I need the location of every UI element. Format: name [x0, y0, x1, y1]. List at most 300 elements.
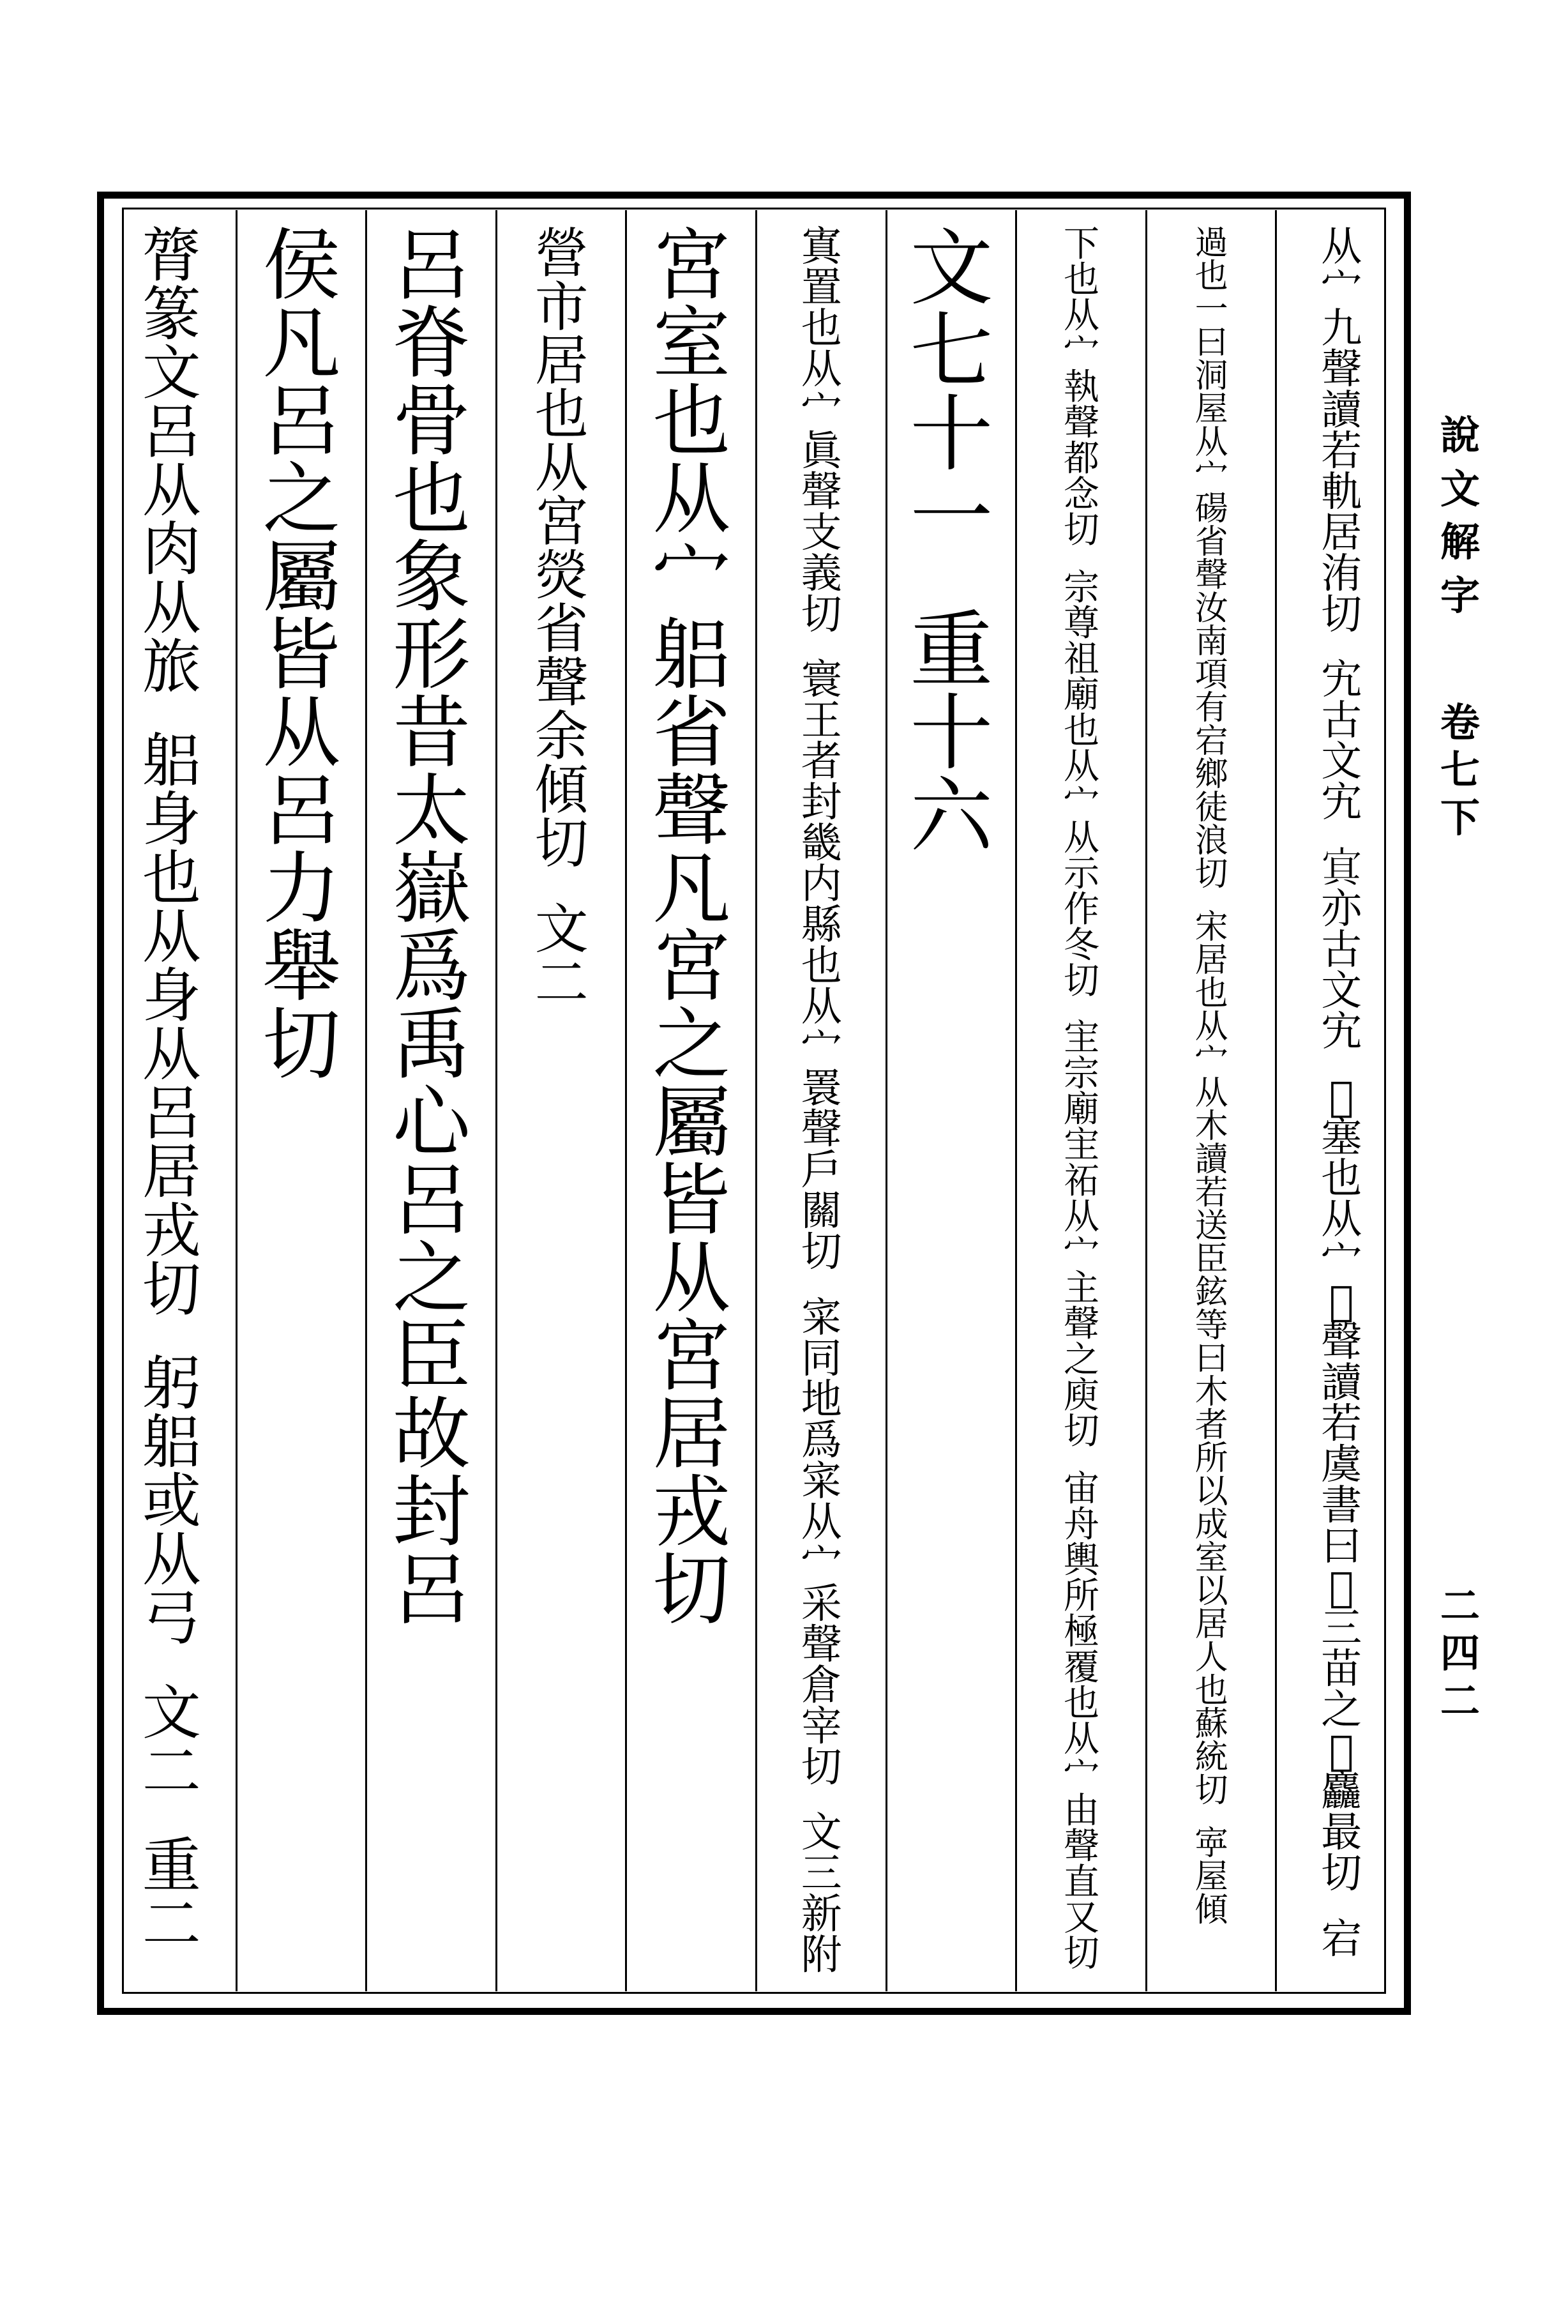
glyph: 示	[1063, 853, 1099, 895]
glyph: 聲	[1321, 1319, 1362, 1367]
text-column-6	[626, 220, 757, 1982]
glyph: 宄	[1321, 779, 1362, 827]
glyph: 書	[1321, 1482, 1362, 1530]
glyph: 膂	[142, 222, 201, 290]
text-column-4	[887, 220, 1017, 1982]
glyph: 支	[801, 510, 842, 557]
glyph: 呂	[392, 1545, 471, 1636]
glyph: 从	[1195, 1074, 1228, 1113]
glyph: 居	[534, 330, 589, 392]
glyph: 省	[1195, 523, 1228, 561]
glyph: 从	[801, 346, 842, 393]
glyph: 宀	[1195, 457, 1228, 495]
glyph: 同	[801, 1335, 842, 1383]
glyph: 聲	[801, 1621, 842, 1669]
glyph: 聲	[534, 651, 589, 714]
glyph: 呂	[142, 398, 201, 466]
glyph: 文	[801, 1809, 842, 1857]
glyph: 切	[652, 1545, 731, 1636]
column-text	[392, 220, 471, 1636]
glyph: 洞	[1195, 357, 1228, 395]
glyph: 之	[262, 454, 341, 545]
glyph: 也	[652, 376, 731, 467]
glyph: 廟	[1063, 674, 1099, 716]
glyph: 舉	[262, 922, 341, 1012]
column-text	[652, 220, 731, 1636]
glyph: 三	[1321, 1605, 1362, 1653]
glyph: 南	[1195, 623, 1228, 661]
glyph: 宔	[1063, 1017, 1099, 1059]
glyph: 戎	[652, 1467, 731, 1558]
glyph: 从	[142, 574, 201, 642]
glyph: 聲	[801, 1106, 842, 1154]
glyph: 篆	[142, 280, 201, 349]
glyph: 字	[1440, 572, 1480, 619]
glyph: 躳	[142, 1408, 201, 1477]
glyph: 嶽	[392, 844, 471, 934]
glyph: 宀	[801, 1539, 842, 1587]
glyph: 項	[1195, 656, 1228, 694]
glyph: 也	[1195, 975, 1228, 1014]
glyph: 最	[1321, 1809, 1362, 1857]
glyph: 洧	[1321, 551, 1362, 598]
glyph: 切	[262, 999, 341, 1090]
glyph: 侯	[262, 220, 341, 311]
glyph: 重	[910, 602, 993, 699]
glyph: 文	[534, 898, 589, 961]
glyph: 所	[1063, 1575, 1099, 1617]
text-column-7	[497, 222, 627, 1982]
glyph: 宀	[1063, 781, 1099, 823]
glyph: 尊	[1063, 602, 1099, 644]
glyph: 新	[801, 1891, 842, 1939]
glyph: 凡	[652, 844, 731, 934]
glyph: 十	[910, 386, 993, 483]
glyph: 骨	[392, 376, 471, 467]
glyph: 執	[1063, 367, 1099, 408]
glyph: 之	[652, 999, 731, 1090]
glyph: 蘇	[1195, 1705, 1228, 1744]
glyph: 人	[1195, 1639, 1228, 1678]
glyph: 二	[142, 1737, 201, 1806]
glyph: 禹	[392, 999, 471, 1090]
glyph: 縣	[801, 902, 842, 950]
glyph: 七	[1440, 747, 1480, 794]
glyph: 呂	[262, 766, 341, 856]
glyph: 寀	[801, 1457, 842, 1505]
glyph: 庾	[1063, 1375, 1099, 1417]
glyph: 切	[1321, 1850, 1362, 1898]
glyph: 从	[1063, 817, 1099, 859]
glyph: 文	[142, 339, 201, 407]
glyph: 亦	[1321, 885, 1362, 933]
glyph: 二	[534, 952, 589, 1015]
glyph: 宗	[1063, 1053, 1099, 1095]
glyph: 所	[1195, 1439, 1228, 1478]
glyph: 从	[1321, 224, 1362, 271]
glyph: 眞	[801, 428, 842, 475]
glyph: 𡨴	[1195, 1825, 1228, 1864]
glyph: 義	[801, 551, 842, 598]
column-text	[262, 220, 341, 1090]
glyph: 宄	[1321, 1008, 1362, 1056]
glyph: 讀	[1321, 387, 1362, 434]
glyph: 脊	[392, 298, 471, 389]
glyph: 祖	[1063, 638, 1099, 680]
glyph: 从	[1063, 1196, 1099, 1238]
glyph: 切	[142, 1256, 201, 1325]
text-column-9	[237, 220, 367, 1982]
glyph: 𡫢	[1329, 1564, 1354, 1612]
glyph: 宀	[1321, 264, 1362, 312]
glyph: 徒	[1195, 789, 1228, 827]
glyph: 切	[1063, 960, 1099, 1002]
glyph: 从	[142, 1526, 201, 1595]
glyph: 聲	[801, 469, 842, 516]
glyph: 四	[1440, 1630, 1480, 1677]
glyph: 宮	[534, 490, 589, 553]
glyph: 麤	[1321, 1768, 1362, 1816]
glyph: 从	[534, 437, 589, 499]
glyph: 爲	[392, 922, 471, 1012]
glyph: 从	[1063, 1718, 1099, 1760]
glyph: 从	[1063, 295, 1099, 337]
page-margin	[1425, 409, 1495, 1725]
glyph: 虞	[1321, 1441, 1362, 1489]
glyph: 肉	[142, 515, 201, 584]
glyph: 浪	[1195, 822, 1228, 860]
glyph: 文	[1321, 738, 1362, 786]
glyph: 古	[1321, 926, 1362, 974]
book-title	[1440, 409, 1480, 623]
glyph: 从	[142, 903, 201, 972]
glyph: 宔	[1063, 1125, 1099, 1167]
glyph: 市	[534, 276, 589, 338]
glyph: 文	[142, 1678, 201, 1747]
glyph: 也	[801, 943, 842, 991]
glyph: 故	[392, 1389, 471, 1480]
glyph: 宀	[1321, 1237, 1362, 1285]
column-text	[801, 224, 842, 1980]
glyph: 居	[142, 1138, 201, 1207]
glyph: 昔	[392, 688, 471, 778]
glyph: 省	[534, 598, 589, 660]
column-text	[534, 222, 589, 1015]
glyph: 冬	[1063, 924, 1099, 966]
glyph: 𡫢	[1329, 1728, 1354, 1775]
column-text	[142, 222, 201, 1959]
glyph: 切	[1195, 1772, 1228, 1811]
column-text	[1063, 224, 1099, 1975]
glyph: 屋	[1195, 390, 1228, 429]
glyph: 形	[392, 610, 471, 701]
glyph: 躳	[652, 610, 731, 701]
glyph: 覆	[1063, 1646, 1099, 1689]
glyph: 宮	[652, 922, 731, 1012]
glyph: 六	[910, 768, 993, 865]
glyph: 舟	[1063, 1503, 1099, 1546]
glyph: 若	[1321, 428, 1362, 475]
glyph: 𡫢	[1329, 1278, 1354, 1326]
text-column-1	[1276, 224, 1406, 1982]
glyph: 過	[1195, 224, 1228, 262]
glyph: 宮	[652, 1311, 731, 1402]
glyph: 也	[1195, 1672, 1228, 1711]
glyph: 曰	[1195, 1340, 1228, 1379]
column-text	[910, 220, 993, 865]
glyph: 之	[1063, 1339, 1099, 1381]
glyph: 切	[801, 1229, 842, 1277]
glyph: 下	[1063, 224, 1099, 265]
column-text	[1321, 224, 1362, 1963]
glyph: 呂	[392, 1155, 471, 1246]
glyph: 宀	[801, 1024, 842, 1072]
glyph: 三	[801, 1850, 842, 1898]
glyph: 之	[392, 1233, 471, 1324]
glyph: 鄉	[1195, 756, 1228, 794]
glyph: 余	[534, 705, 589, 768]
glyph: 輿	[1063, 1539, 1099, 1581]
glyph: 十	[910, 685, 993, 782]
glyph: 又	[1063, 1897, 1099, 1939]
glyph: 从	[652, 454, 731, 545]
glyph: 也	[392, 454, 471, 545]
glyph: 也	[1321, 1155, 1362, 1203]
glyph: 从	[1321, 1196, 1362, 1244]
glyph: 關	[801, 1188, 842, 1236]
glyph: 者	[801, 738, 842, 786]
glyph: 呂	[392, 220, 471, 311]
glyph: 躬	[142, 1349, 201, 1418]
glyph: 宀	[1063, 331, 1099, 372]
glyph: 臣	[1195, 1240, 1228, 1279]
glyph: 寀	[801, 1294, 842, 1342]
glyph: 有	[1195, 689, 1228, 727]
glyph: 切	[801, 1743, 842, 1791]
glyph: 聲	[1063, 1303, 1099, 1346]
glyph: 地	[801, 1376, 842, 1424]
glyph: 廟	[1063, 1089, 1099, 1131]
glyph: 𡫢	[1329, 1074, 1354, 1121]
glyph: 也	[534, 383, 589, 446]
glyph: 居	[652, 1389, 731, 1480]
glyph: 从	[1063, 745, 1099, 787]
glyph: 附	[801, 1932, 842, 1980]
glyph: 等	[1195, 1307, 1228, 1346]
glyph: 傾	[534, 759, 589, 821]
glyph: 二	[1440, 1677, 1480, 1724]
glyph: 戎	[142, 1197, 201, 1266]
glyph: 聲	[1063, 1825, 1099, 1867]
glyph: 汝	[1195, 589, 1228, 628]
glyph: 文	[910, 220, 993, 317]
glyph: 从	[142, 1021, 201, 1090]
glyph: 營	[534, 222, 589, 285]
glyph: 置	[801, 264, 842, 312]
glyph: 寰	[801, 657, 842, 704]
glyph: 封	[801, 779, 842, 827]
glyph: 木	[1195, 1373, 1228, 1412]
glyph: 念	[1063, 474, 1099, 515]
volume-label	[1440, 699, 1480, 842]
glyph: 省	[652, 688, 731, 778]
glyph: 也	[1195, 257, 1228, 296]
glyph: 也	[1063, 1682, 1099, 1724]
glyph: 宀	[1195, 1041, 1228, 1080]
glyph: 苗	[1321, 1646, 1362, 1694]
glyph: 卷	[1440, 699, 1480, 746]
glyph: 心	[392, 1077, 471, 1168]
glyph: 宀	[801, 387, 842, 434]
glyph: 弓	[142, 1584, 201, 1653]
glyph: 碭	[1195, 490, 1228, 528]
glyph: 皆	[262, 610, 341, 701]
glyph: 文	[1321, 967, 1362, 1015]
glyph: 躳	[142, 727, 201, 796]
glyph: 塞	[1321, 1114, 1362, 1162]
text-column-8	[366, 220, 497, 1982]
glyph: 力	[262, 844, 341, 934]
glyph: 切	[801, 591, 842, 639]
glyph: 由	[1063, 1789, 1099, 1832]
glyph: 文	[1440, 465, 1480, 512]
glyph: 切	[1063, 1411, 1099, 1453]
glyph: 皆	[652, 1155, 731, 1246]
glyph: 二	[142, 1890, 201, 1959]
glyph: 下	[1440, 794, 1480, 841]
glyph: 切	[534, 812, 589, 875]
glyph: 以	[1195, 1473, 1228, 1512]
glyph: 一	[1195, 291, 1228, 329]
glyph: 瞏	[801, 1065, 842, 1113]
glyph: 統	[1195, 1738, 1228, 1777]
glyph: 曰	[1321, 1523, 1362, 1571]
glyph: 内	[801, 861, 842, 909]
glyph: 爲	[801, 1416, 842, 1464]
glyph: 者	[1195, 1406, 1228, 1445]
glyph: 軌	[1321, 469, 1362, 516]
glyph: 身	[142, 962, 201, 1031]
page-border	[97, 192, 1411, 2015]
glyph: 重	[142, 1831, 201, 1900]
glyph: 切	[1195, 855, 1228, 893]
glyph: 寘	[801, 224, 842, 271]
glyph: 王	[801, 697, 842, 745]
glyph: 室	[652, 298, 731, 389]
glyph: 宰	[801, 1703, 842, 1751]
glyph: 送	[1195, 1207, 1228, 1246]
glyph: 倉	[801, 1662, 842, 1710]
glyph: 聲	[1063, 402, 1099, 444]
glyph: 極	[1063, 1611, 1099, 1653]
glyph: 象	[392, 532, 471, 623]
glyph: 宕	[1321, 1915, 1362, 1963]
glyph: 木	[1195, 1107, 1228, 1146]
glyph: 宀	[652, 532, 731, 623]
glyph: 讀	[1195, 1141, 1228, 1180]
glyph: 主	[1063, 1268, 1099, 1310]
glyph: 宮	[652, 220, 731, 311]
glyph: 也	[1063, 710, 1099, 752]
glyph: 采	[801, 1580, 842, 1628]
glyph: 从	[652, 1233, 731, 1324]
glyph: 說	[1440, 412, 1480, 459]
glyph: 宗	[1063, 566, 1099, 609]
glyph: 九	[1321, 305, 1362, 353]
glyph: 太	[392, 766, 471, 856]
glyph: 屬	[262, 532, 341, 623]
glyph: 也	[1063, 259, 1099, 301]
glyph: 都	[1063, 438, 1099, 480]
glyph: 宋	[1195, 908, 1228, 947]
glyph: 一	[910, 469, 993, 566]
glyph: 鉉	[1195, 1273, 1228, 1312]
glyph: 戶	[801, 1147, 842, 1195]
glyph: 傾	[1195, 1891, 1228, 1930]
glyph: 畿	[801, 820, 842, 868]
glyph: 讀	[1321, 1360, 1362, 1408]
glyph: 聲	[1195, 556, 1228, 595]
glyph: 宄	[1321, 657, 1362, 704]
glyph: 居	[1195, 1606, 1228, 1644]
glyph: 也	[142, 844, 201, 913]
glyph: 从	[801, 984, 842, 1031]
glyph: 凡	[262, 298, 341, 389]
glyph: 从	[1195, 423, 1228, 462]
column-text	[1195, 224, 1228, 1930]
glyph: 宀	[1063, 1754, 1099, 1796]
glyph: 居	[1321, 510, 1362, 557]
glyph: 或	[142, 1467, 201, 1536]
glyph: 直	[1063, 1861, 1099, 1903]
glyph: 宙	[1063, 1468, 1099, 1510]
glyph: 古	[1321, 697, 1362, 745]
glyph: 屋	[1195, 1858, 1228, 1897]
glyph: 若	[1321, 1401, 1362, 1448]
glyph: 身	[142, 786, 201, 854]
glyph: 呂	[262, 376, 341, 467]
glyph: 宀	[1063, 1232, 1099, 1274]
glyph: 切	[1063, 510, 1099, 551]
glyph: 聲	[1321, 346, 1362, 393]
glyph: 也	[801, 305, 842, 353]
glyph: 室	[1195, 1539, 1228, 1578]
glyph: 从	[1195, 1008, 1228, 1047]
glyph: 宕	[1195, 722, 1228, 761]
glyph: 从	[262, 688, 341, 778]
glyph: 成	[1195, 1506, 1228, 1545]
page-number	[1440, 1583, 1480, 1725]
glyph: 曰	[1195, 324, 1228, 362]
glyph: 封	[392, 1467, 471, 1558]
glyph: 以	[1195, 1572, 1228, 1611]
glyph: 祏	[1063, 1160, 1099, 1203]
glyph: 居	[1195, 941, 1228, 980]
glyph: 切	[1321, 591, 1362, 639]
text-column-5	[757, 224, 887, 1982]
glyph: 从	[142, 457, 201, 525]
glyph: 从	[801, 1498, 842, 1546]
glyph: 七	[910, 303, 993, 400]
glyph: 若	[1195, 1174, 1228, 1213]
text-column-3	[1016, 224, 1147, 1982]
glyph: 𡨋	[1321, 844, 1362, 892]
glyph: 作	[1063, 888, 1099, 930]
glyph: 二	[1440, 1582, 1480, 1629]
glyph: 臣	[392, 1311, 471, 1402]
glyph: 呂	[142, 1079, 201, 1148]
glyph: 切	[1063, 1933, 1099, 1975]
